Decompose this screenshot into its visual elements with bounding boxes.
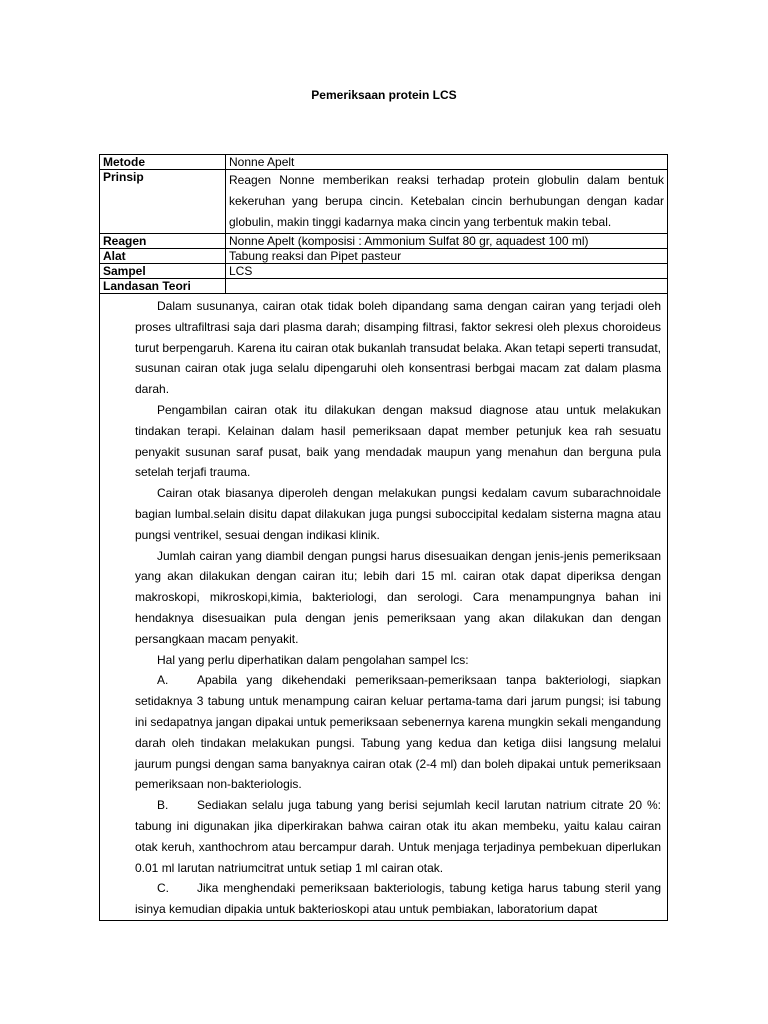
row-value: Tabung reaksi dan Pipet pasteur (226, 249, 668, 264)
row-label: Reagen (100, 234, 226, 249)
table-row (100, 249, 668, 264)
row-label: Prinsip (100, 170, 226, 234)
row-value: Nonne Apelt (226, 155, 668, 170)
row-label: Alat (100, 249, 226, 264)
table-row (100, 264, 668, 279)
paragraph: Cairan otak biasanya diperoleh dengan melakukan pungsi kedalam cavum subarachnoidale bagian lumbal.selain disitu dapat dilakukan juga pungsi suboccipital kedalam sisterna magna atau pungsi ventrikel, sesuai dengan indikasi klinik. (135, 486, 661, 542)
row-label: Sampel (100, 264, 226, 279)
method-table (99, 154, 668, 921)
row-value: Reagen Nonne memberikan reaksi terhadap protein globulin dalam bentuk kekeruhan yang berupa cincin. Ketebalan cincin berhubungan dengan kadar globulin, makin tinggi kadarnya maka cincin yang terbentuk makin tebal. (226, 170, 668, 234)
list-text: Apabila yang dikehendaki pemeriksaan-pemeriksaan tanpa bakteriologi, siapkan setidaknya 3 tabung untuk menampung cairan keluar pertama-tama dari jarum pungsi; isi tabung ini sedapatnya jangan dipakai untuk pemeriksaan sebenernya karena mungkin sekali mengandung darah oleh tindakan melakukan pungsi. Tabung yang kedua dan ketiga diisi langsung melalui jaurum pungsi dengan sama banyaknya cairan otak (2-4 ml) dan boleh dipakai untuk pemeriksaan pemeriksaan non-bakteriologis. (135, 673, 661, 792)
list-text: Sediakan selalu juga tabung yang berisi sejumlah kecil larutan natrium citrate 20 %: tabung ini digunakan jika diperkirakan bahwa cairan otak itu akan membeku, yaitu kalau cairan otak keruh, xanthochrom atau bercampur darah. Untuk menjaga terjadinya pembekuan diperlukan 0.01 ml larutan natriumcitrat untuk setiap 1 ml cairan otak. (135, 798, 661, 875)
table-row (100, 170, 668, 234)
row-value: Nonne Apelt (komposisi : Ammonium Sulfat 80 gr, aquadest 100 ml) (226, 234, 668, 249)
row-label: Metode (100, 155, 226, 170)
table-row (100, 155, 668, 170)
paragraph: Pengambilan cairan otak itu dilakukan dengan maksud diagnose atau untuk melakukan tindakan terapi. Kelainan dalam hasil pemeriksaan dapat member petunjuk kea rah sesuatu penyakit susunan saraf pusat, baik yang mendadak maupun yang menahun dan berguna pula setelah terjafi trauma. (135, 402, 661, 480)
table-row (100, 234, 668, 249)
table-row (100, 294, 668, 921)
paragraph: Hal yang perlu diperhatikan dalam pengolahan sampel lcs: (157, 652, 469, 667)
theory-text (100, 294, 668, 921)
list-marker: C. (157, 881, 169, 896)
row-value (226, 279, 668, 294)
table-row (100, 279, 668, 294)
list-item (135, 670, 661, 795)
list-marker: B. (157, 798, 169, 813)
list-item (135, 878, 661, 920)
document-title: Pemeriksaan protein LCS (311, 88, 457, 102)
paragraph: Dalam susunanya, cairan otak tidak boleh dipandang sama dengan cairan yang terjadi oleh proses ultrafiltrasi saja dari plasma darah; disamping filtrasi, faktor sekresi oleh plexus choroideus turut berpengaruh. Karena itu cairan otak bukanlah transudat belaka. Akan tetapi seperti transudat, susunan cairan otak juga selalu dipengaruhi oleh konsentrasi berbgai macam zat dalam plasma darah. (135, 299, 661, 397)
paragraph: Jumlah cairan yang diambil dengan pungsi harus disesuaikan dengan jenis-jenis pemeriksaan yang akan dilakukan dengan cairan itu; lebih dari 15 ml. cairan otak dapat diperiksa dengan makroskopi, mikroskopi,kimia, bakteriologi, dan serologi. Cara menampungnya bahan ini hendaknya disesuaikan pula dengan jenis pemeriksaan yang akan dilakukan dan dengan persangkaan macam penyakit. (135, 548, 661, 646)
row-label: Landasan Teori (100, 279, 226, 294)
row-value: LCS (226, 264, 668, 279)
list-item (135, 795, 661, 878)
list-marker: A. (157, 673, 169, 688)
list-text: Jika menghendaki pemeriksaan bakteriologis, tabung ketiga harus tabung steril yang isinya kemudian dipakia untuk bakterioskopi atau untuk pembiakan, laboratorium dapat (135, 881, 661, 917)
